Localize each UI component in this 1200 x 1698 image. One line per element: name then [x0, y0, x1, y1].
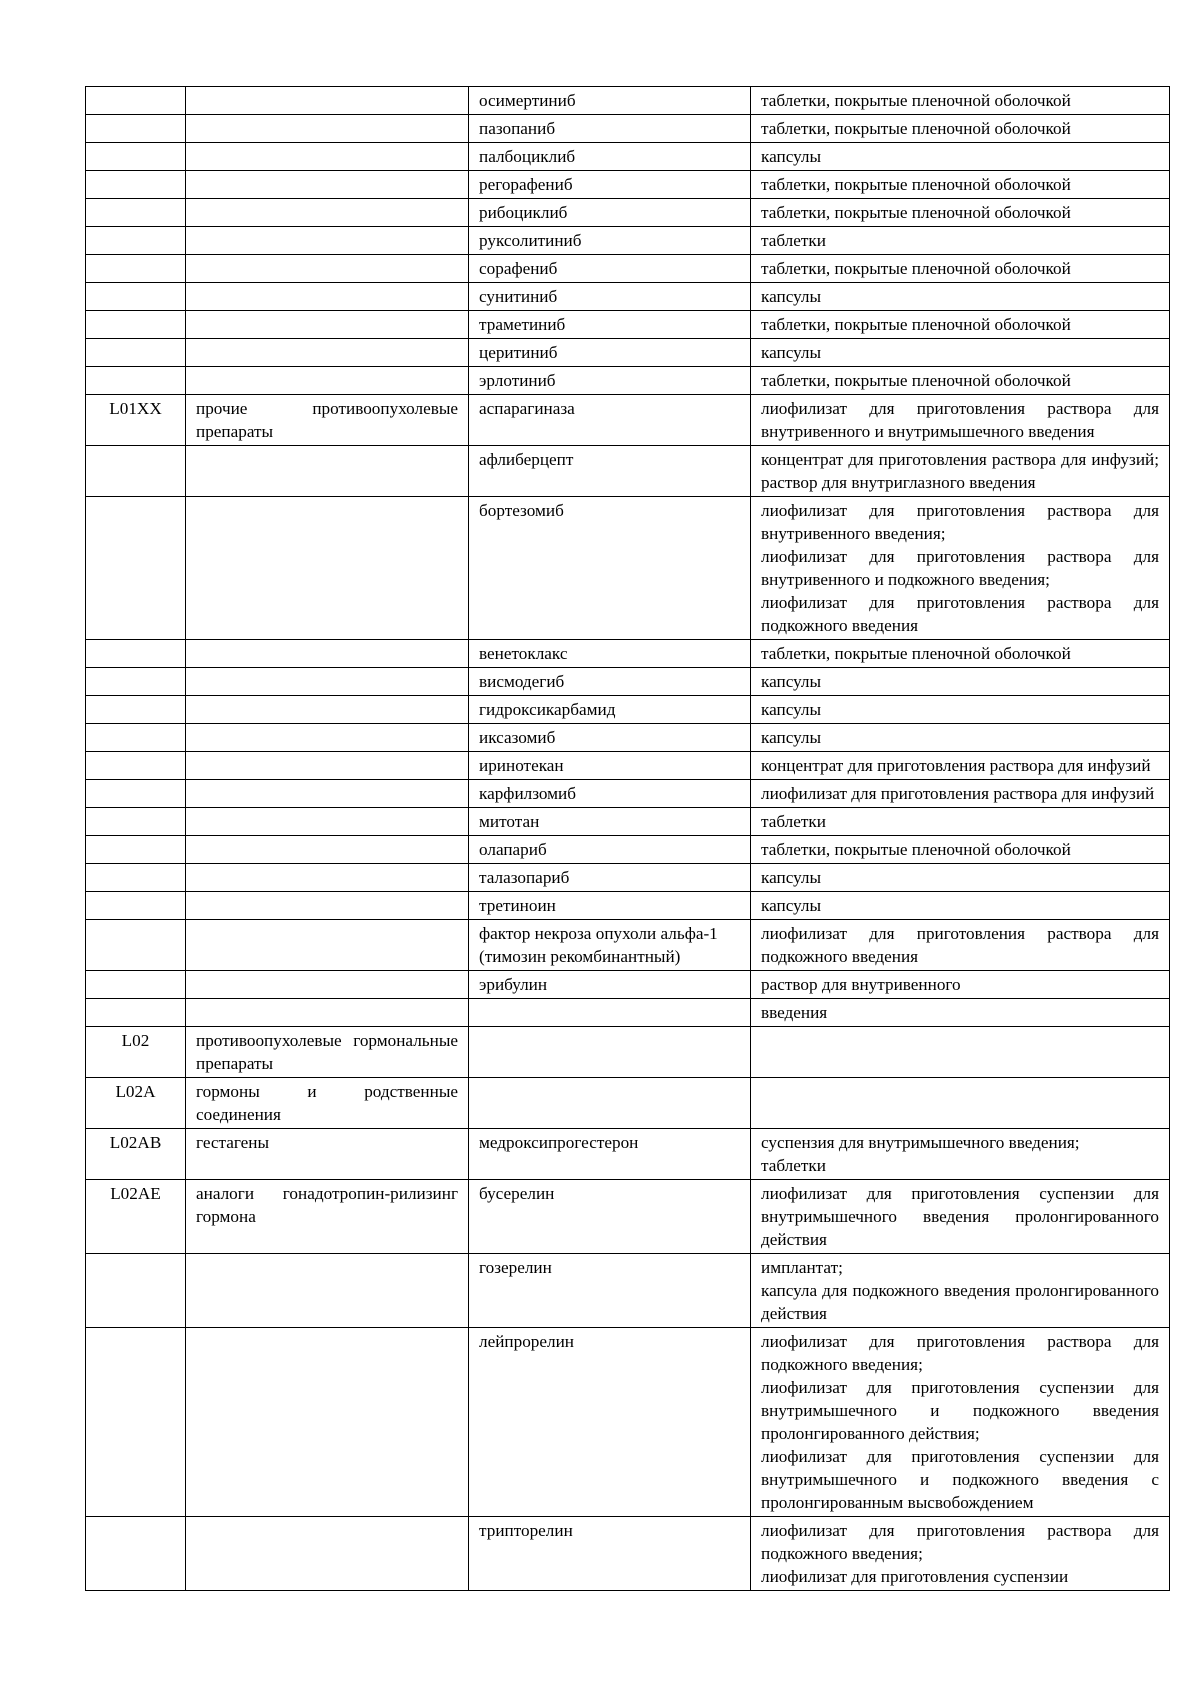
drug-name-cell: рибоциклиб — [469, 199, 751, 227]
table-row — [86, 497, 1170, 640]
atc-code-cell — [86, 668, 186, 696]
group-description-cell — [186, 171, 469, 199]
atc-code-cell — [86, 446, 186, 497]
table-row — [86, 808, 1170, 836]
dosage-form-cell — [751, 87, 1170, 115]
atc-code-cell — [86, 255, 186, 283]
group-description-cell — [186, 311, 469, 339]
dosage-form-cell — [751, 999, 1170, 1027]
dosage-form-line: лиофилизат для приготовления раствора для внутривенного и внутримышечного введения — [761, 399, 1159, 441]
group-description-cell: прочие противоопухолевые препараты — [186, 395, 469, 446]
drug-name-cell: эрлотиниб — [469, 367, 751, 395]
dosage-form-cell — [751, 640, 1170, 668]
group-description-cell — [186, 892, 469, 920]
dosage-form-line: лиофилизат для приготовления раствора для подкожного введения; — [761, 1521, 1159, 1563]
drug-name-cell: афлиберцепт — [469, 446, 751, 497]
table-row — [86, 283, 1170, 311]
table-row — [86, 115, 1170, 143]
dosage-form-cell — [751, 1078, 1170, 1129]
group-description-cell — [186, 1254, 469, 1328]
dosage-form-cell — [751, 724, 1170, 752]
table-row — [86, 668, 1170, 696]
table-row — [86, 920, 1170, 971]
drug-name-cell: бусерелин — [469, 1180, 751, 1254]
drug-name-cell: иринотекан — [469, 752, 751, 780]
dosage-form-line: капсулы — [761, 672, 822, 691]
dosage-form-cell — [751, 808, 1170, 836]
atc-code-cell — [86, 1517, 186, 1591]
dosage-form-cell — [751, 115, 1170, 143]
dosage-form-cell — [751, 696, 1170, 724]
dosage-form-line: лиофилизат для приготовления суспензии для внутримышечного и подкожного введения пролонгированного действия; — [761, 1378, 1159, 1443]
dosage-form-line: таблетки, покрытые пленочной оболочкой — [761, 371, 1071, 390]
dosage-form-line: лиофилизат для приготовления суспензии — [761, 1567, 1069, 1586]
table-row — [86, 864, 1170, 892]
group-description-cell: противоопухолевые гормональные препараты — [186, 1027, 469, 1078]
group-description-cell — [186, 339, 469, 367]
table-row — [86, 1129, 1170, 1180]
dosage-form-line: лиофилизат для приготовления раствора для подкожного введения — [761, 924, 1159, 966]
group-description-cell — [186, 668, 469, 696]
table-row — [86, 892, 1170, 920]
drug-name-cell: бортезомиб — [469, 497, 751, 640]
atc-code-cell — [86, 752, 186, 780]
group-description-cell — [186, 920, 469, 971]
atc-code-cell — [86, 808, 186, 836]
atc-code-cell — [86, 1254, 186, 1328]
atc-code-cell — [86, 311, 186, 339]
dosage-form-cell — [751, 836, 1170, 864]
dosage-form-cell — [751, 143, 1170, 171]
dosage-form-line: таблетки — [761, 231, 826, 250]
dosage-form-line: капсула для подкожного введения пролонгированного действия — [761, 1281, 1159, 1323]
dosage-form-line: капсулы — [761, 868, 822, 887]
drug-name-cell: эрибулин — [469, 971, 751, 999]
atc-code-cell: L02 — [86, 1027, 186, 1078]
drug-name-cell: сунитиниб — [469, 283, 751, 311]
group-description-cell — [186, 199, 469, 227]
group-description-cell — [186, 143, 469, 171]
group-description-cell — [186, 367, 469, 395]
drug-name-cell: гидроксикарбамид — [469, 696, 751, 724]
atc-code-cell: L02AB — [86, 1129, 186, 1180]
dosage-form-cell — [751, 920, 1170, 971]
drug-name-cell: траметиниб — [469, 311, 751, 339]
group-description-cell — [186, 1328, 469, 1517]
table-row — [86, 780, 1170, 808]
dosage-form-line: капсулы — [761, 896, 822, 915]
drug-name-cell: иксазомиб — [469, 724, 751, 752]
dosage-form-line: лиофилизат для приготовления раствора для подкожного введения; — [761, 1332, 1159, 1374]
group-description-cell: гестагены — [186, 1129, 469, 1180]
atc-code-cell — [86, 836, 186, 864]
atc-code-cell — [86, 971, 186, 999]
dosage-form-line: лиофилизат для приготовления раствора для внутривенного и подкожного введения; — [761, 547, 1159, 589]
atc-code-cell — [86, 1328, 186, 1517]
dosage-form-line: капсулы — [761, 147, 822, 166]
drug-name-cell: третиноин — [469, 892, 751, 920]
table-row — [86, 395, 1170, 446]
dosage-form-cell — [751, 395, 1170, 446]
dosage-form-line: таблетки, покрытые пленочной оболочкой — [761, 644, 1071, 663]
dosage-form-line: введения — [761, 1003, 828, 1022]
atc-code-cell: L01XX — [86, 395, 186, 446]
dosage-form-cell — [751, 171, 1170, 199]
group-description-cell — [186, 780, 469, 808]
dosage-form-cell — [751, 1517, 1170, 1591]
table-row — [86, 1328, 1170, 1517]
table-row — [86, 199, 1170, 227]
table-row — [86, 339, 1170, 367]
drug-name-cell — [469, 999, 751, 1027]
dosage-form-cell — [751, 1027, 1170, 1078]
group-description-cell — [186, 446, 469, 497]
atc-code-cell — [86, 892, 186, 920]
dosage-form-line: концентрат для приготовления раствора для инфузий; раствор для внутриглазного введения — [761, 450, 1159, 492]
dosage-form-line: таблетки, покрытые пленочной оболочкой — [761, 259, 1071, 278]
group-description-cell — [186, 87, 469, 115]
drug-name-cell: сорафениб — [469, 255, 751, 283]
dosage-form-cell — [751, 199, 1170, 227]
group-description-cell — [186, 864, 469, 892]
group-description-cell: гормоны и родственные соединения — [186, 1078, 469, 1129]
atc-code-cell — [86, 171, 186, 199]
dosage-form-line: капсулы — [761, 728, 822, 747]
dosage-form-line: концентрат для приготовления раствора для инфузий — [761, 756, 1151, 775]
group-description-cell — [186, 724, 469, 752]
table-row — [86, 696, 1170, 724]
table-row — [86, 87, 1170, 115]
table-row — [86, 836, 1170, 864]
group-description-cell — [186, 227, 469, 255]
atc-code-cell — [86, 367, 186, 395]
dosage-form-cell — [751, 227, 1170, 255]
table-row — [86, 971, 1170, 999]
dosage-form-line: суспензия для внутримышечного введения; — [761, 1133, 1080, 1152]
dosage-form-line: таблетки, покрытые пленочной оболочкой — [761, 203, 1071, 222]
dosage-form-cell — [751, 752, 1170, 780]
atc-code-cell — [86, 199, 186, 227]
atc-code-cell — [86, 143, 186, 171]
drug-list-table — [85, 86, 1170, 1591]
drug-name-cell: висмодегиб — [469, 668, 751, 696]
dosage-form-line: лиофилизат для приготовления раствора для подкожного введения — [761, 593, 1159, 635]
dosage-form-cell — [751, 283, 1170, 311]
atc-code-cell — [86, 724, 186, 752]
table-body — [86, 87, 1170, 1591]
atc-code-cell — [86, 696, 186, 724]
dosage-form-cell — [751, 668, 1170, 696]
table-row — [86, 752, 1170, 780]
drug-name-cell: талазопариб — [469, 864, 751, 892]
dosage-form-line: капсулы — [761, 343, 822, 362]
drug-name-cell: трипторелин — [469, 1517, 751, 1591]
dosage-form-line: капсулы — [761, 700, 822, 719]
table-row — [86, 999, 1170, 1027]
table-row — [86, 1254, 1170, 1328]
atc-code-cell — [86, 999, 186, 1027]
dosage-form-line: лиофилизат для приготовления раствора для внутривенного введения; — [761, 501, 1159, 543]
table-row — [86, 1180, 1170, 1254]
atc-code-cell — [86, 87, 186, 115]
atc-code-cell: L02AE — [86, 1180, 186, 1254]
dosage-form-line: таблетки, покрытые пленочной оболочкой — [761, 119, 1071, 138]
table-row — [86, 171, 1170, 199]
table-row — [86, 143, 1170, 171]
group-description-cell: аналоги гонадотропин-рилизинг гормона — [186, 1180, 469, 1254]
atc-code-cell — [86, 920, 186, 971]
group-description-cell — [186, 115, 469, 143]
drug-name-cell: гозерелин — [469, 1254, 751, 1328]
drug-name-cell: руксолитиниб — [469, 227, 751, 255]
atc-code-cell — [86, 864, 186, 892]
dosage-form-cell — [751, 1129, 1170, 1180]
table-row — [86, 255, 1170, 283]
dosage-form-line: таблетки, покрытые пленочной оболочкой — [761, 91, 1071, 110]
drug-name-cell: палбоциклиб — [469, 143, 751, 171]
group-description-cell — [186, 836, 469, 864]
dosage-form-cell — [751, 864, 1170, 892]
drug-name-cell: лейпрорелин — [469, 1328, 751, 1517]
group-description-cell — [186, 696, 469, 724]
drug-name-cell: регорафениб — [469, 171, 751, 199]
dosage-form-line: таблетки — [761, 1156, 826, 1175]
atc-code-cell — [86, 283, 186, 311]
dosage-form-line: лиофилизат для приготовления суспензии для внутримышечного и подкожного введения с пролонгированным высвобождением — [761, 1447, 1159, 1512]
dosage-form-cell — [751, 971, 1170, 999]
drug-name-cell — [469, 1027, 751, 1078]
table-row — [86, 311, 1170, 339]
atc-code-cell — [86, 115, 186, 143]
table-row — [86, 724, 1170, 752]
dosage-form-line: капсулы — [761, 287, 822, 306]
group-description-cell — [186, 752, 469, 780]
dosage-form-line: таблетки, покрытые пленочной оболочкой — [761, 315, 1071, 334]
group-description-cell — [186, 999, 469, 1027]
drug-name-cell: венетоклакс — [469, 640, 751, 668]
drug-name-cell — [469, 1078, 751, 1129]
dosage-form-cell — [751, 780, 1170, 808]
dosage-form-line: лиофилизат для приготовления раствора для инфузий — [761, 784, 1155, 803]
drug-name-cell: карфилзомиб — [469, 780, 751, 808]
table-row — [86, 1027, 1170, 1078]
dosage-form-cell — [751, 1180, 1170, 1254]
atc-code-cell: L02A — [86, 1078, 186, 1129]
atc-code-cell — [86, 227, 186, 255]
group-description-cell — [186, 255, 469, 283]
drug-name-cell: олапариб — [469, 836, 751, 864]
table-row — [86, 367, 1170, 395]
group-description-cell — [186, 283, 469, 311]
dosage-form-line: таблетки — [761, 812, 826, 831]
dosage-form-cell — [751, 1328, 1170, 1517]
drug-name-cell: митотан — [469, 808, 751, 836]
dosage-form-line: лиофилизат для приготовления суспензии для внутримышечного введения пролонгированного действия — [761, 1184, 1159, 1249]
table-row — [86, 446, 1170, 497]
dosage-form-cell — [751, 255, 1170, 283]
atc-code-cell — [86, 497, 186, 640]
group-description-cell — [186, 1517, 469, 1591]
dosage-form-line: таблетки, покрытые пленочной оболочкой — [761, 175, 1071, 194]
atc-code-cell — [86, 640, 186, 668]
dosage-form-cell — [751, 446, 1170, 497]
dosage-form-line: имплантат; — [761, 1258, 843, 1277]
drug-name-cell: медроксипрогестерон — [469, 1129, 751, 1180]
drug-name-cell: церитиниб — [469, 339, 751, 367]
atc-code-cell — [86, 780, 186, 808]
group-description-cell — [186, 971, 469, 999]
drug-name-cell: осимертиниб — [469, 87, 751, 115]
table-row — [86, 227, 1170, 255]
dosage-form-cell — [751, 367, 1170, 395]
table-row — [86, 640, 1170, 668]
dosage-form-cell — [751, 892, 1170, 920]
atc-code-cell — [86, 339, 186, 367]
table-row — [86, 1517, 1170, 1591]
group-description-cell — [186, 640, 469, 668]
drug-name-cell: аспарагиназа — [469, 395, 751, 446]
dosage-form-line: таблетки, покрытые пленочной оболочкой — [761, 840, 1071, 859]
group-description-cell — [186, 497, 469, 640]
table-row — [86, 1078, 1170, 1129]
dosage-form-cell — [751, 1254, 1170, 1328]
group-description-cell — [186, 808, 469, 836]
dosage-form-line: раствор для внутривенного — [761, 975, 961, 994]
dosage-form-cell — [751, 339, 1170, 367]
dosage-form-cell — [751, 497, 1170, 640]
drug-name-cell: пазопаниб — [469, 115, 751, 143]
dosage-form-cell — [751, 311, 1170, 339]
drug-name-cell: фактор некроза опухоли альфа-1 (тимозин рекомбинантный) — [469, 920, 751, 971]
